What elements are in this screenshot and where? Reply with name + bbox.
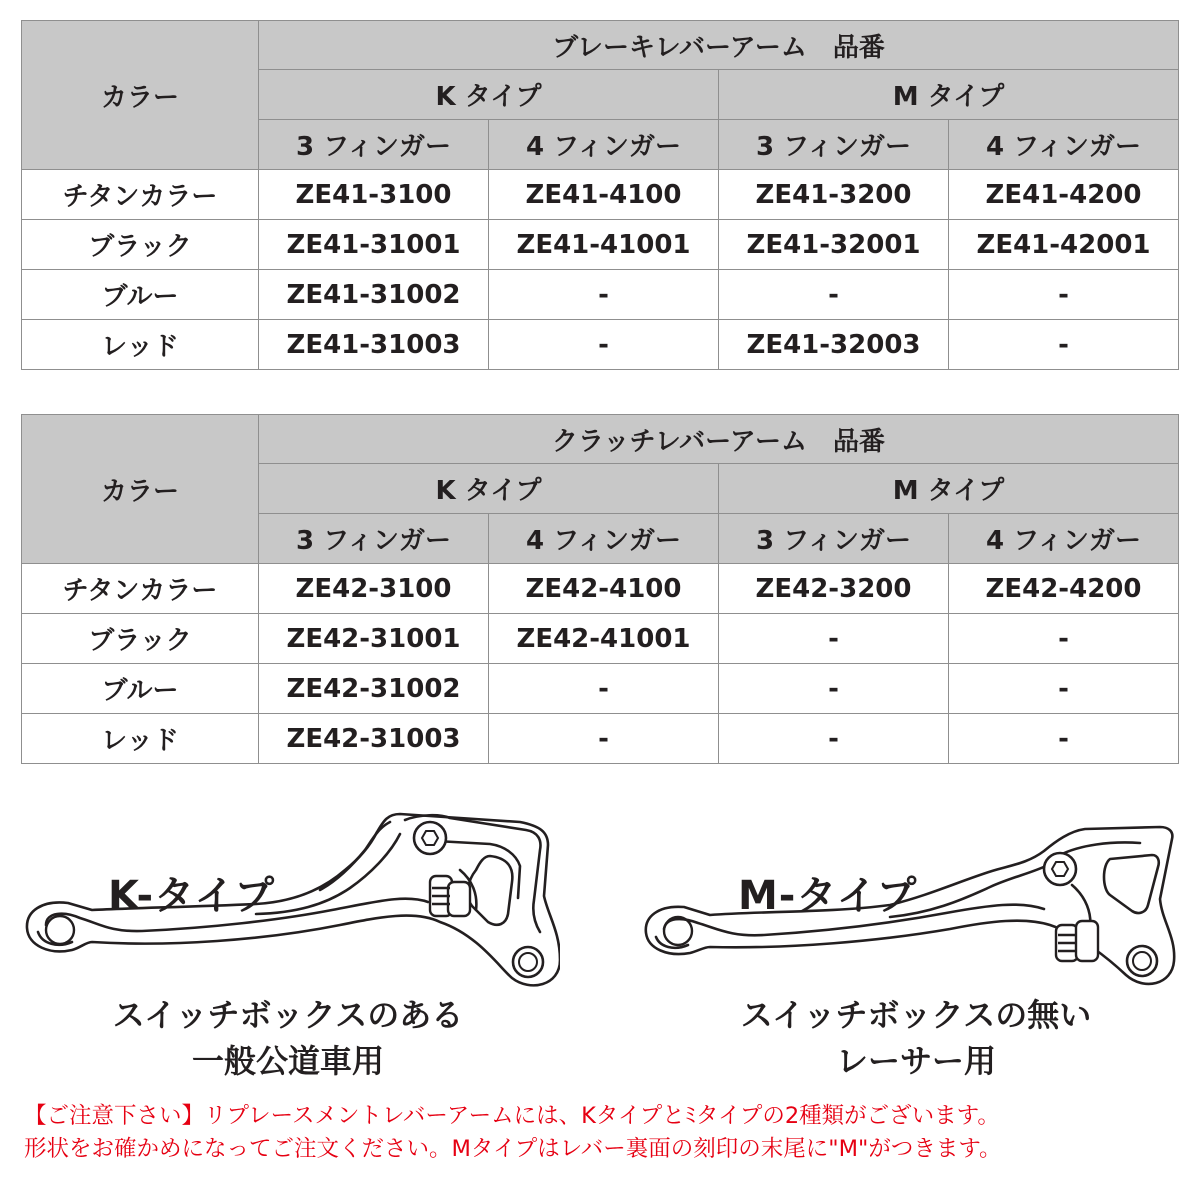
- part-number: ZE42-31003: [259, 714, 489, 764]
- k-type-header: K タイプ: [259, 70, 719, 120]
- part-number: -: [489, 664, 719, 714]
- part-number: ZE42-3100: [259, 564, 489, 614]
- color-name: ブルー: [22, 664, 259, 714]
- part-number: ZE42-4100: [489, 564, 719, 614]
- table-row: [22, 270, 1179, 320]
- part-number: -: [719, 664, 949, 714]
- k-type-header: K タイプ: [259, 464, 719, 514]
- part-number: -: [949, 614, 1179, 664]
- k-3finger-header: 3 フィンガー: [259, 120, 489, 170]
- part-number: ZE41-32001: [719, 220, 949, 270]
- k-type-desc-line1: スイッチボックスのある: [112, 996, 464, 1034]
- m-type-header: M タイプ: [719, 464, 1179, 514]
- table-title: ブレーキレバーアーム 品番: [259, 21, 1179, 70]
- color-header: カラー: [22, 415, 259, 564]
- color-name: ブラック: [22, 220, 259, 270]
- part-number: ZE41-31001: [259, 220, 489, 270]
- part-number: ZE41-31002: [259, 270, 489, 320]
- part-number: ZE41-32003: [719, 320, 949, 370]
- m-type-desc-line1: スイッチボックスの無い: [740, 996, 1092, 1034]
- color-header: カラー: [22, 21, 259, 170]
- part-number: ZE42-41001: [489, 614, 719, 664]
- table-row: [22, 564, 1179, 614]
- part-number: -: [489, 714, 719, 764]
- table-row: [22, 664, 1179, 714]
- m-3finger-header: 3 フィンガー: [719, 514, 949, 564]
- table-row: [22, 714, 1179, 764]
- k-4finger-header: 4 フィンガー: [489, 514, 719, 564]
- part-number: -: [949, 714, 1179, 764]
- caution-note-line2: 形状をお確かめになってご注文ください。Mタイプはレバー裏面の刻印の末尾に"M"がつきます。: [24, 1136, 1002, 1162]
- part-number: ZE42-31002: [259, 664, 489, 714]
- color-name: チタンカラー: [22, 170, 259, 220]
- m-type-desc-line2: レーサー用: [835, 1042, 996, 1080]
- color-name: チタンカラー: [22, 564, 259, 614]
- part-number: ZE41-4100: [489, 170, 719, 220]
- part-number: -: [949, 664, 1179, 714]
- part-number: ZE41-3200: [719, 170, 949, 220]
- k-type-description: [68, 992, 508, 1084]
- part-number: -: [949, 270, 1179, 320]
- k-4finger-header: 4 フィンガー: [489, 120, 719, 170]
- table-row: [22, 320, 1179, 370]
- m-4finger-header: 4 フィンガー: [949, 120, 1179, 170]
- part-number: -: [719, 614, 949, 664]
- m-type-description: [696, 992, 1136, 1084]
- part-number: ZE41-41001: [489, 220, 719, 270]
- part-number: -: [719, 714, 949, 764]
- color-name: レッド: [22, 320, 259, 370]
- m-type-label: M-タイプ: [738, 873, 918, 919]
- k-3finger-header: 3 フィンガー: [259, 514, 489, 564]
- color-name: レッド: [22, 714, 259, 764]
- table-row: [22, 614, 1179, 664]
- part-number: ZE41-4200: [949, 170, 1179, 220]
- caution-note: [24, 1100, 1184, 1166]
- table-row: [22, 220, 1179, 270]
- part-number: -: [719, 270, 949, 320]
- part-number: -: [489, 320, 719, 370]
- table-title: クラッチレバーアーム 品番: [259, 415, 1179, 464]
- caution-note-line1: 【ご注意下さい】リプレースメントレバーアームには、Kタイプとﾐタイプの2種類がございます。: [24, 1103, 1000, 1129]
- color-name: ブラック: [22, 614, 259, 664]
- part-number: -: [949, 320, 1179, 370]
- k-type-label: K-タイプ: [108, 873, 276, 919]
- part-number: ZE41-31003: [259, 320, 489, 370]
- m-3finger-header: 3 フィンガー: [719, 120, 949, 170]
- brake-lever-table: [21, 20, 1179, 370]
- clutch-lever-table: [21, 414, 1179, 764]
- part-number: ZE42-4200: [949, 564, 1179, 614]
- m-type-header: M タイプ: [719, 70, 1179, 120]
- k-type-lever-icon: [20, 810, 560, 1000]
- part-number: -: [489, 270, 719, 320]
- part-number: ZE41-42001: [949, 220, 1179, 270]
- table-row: [22, 170, 1179, 220]
- part-number: ZE41-3100: [259, 170, 489, 220]
- color-name: ブルー: [22, 270, 259, 320]
- k-type-desc-line2: 一般公道車用: [191, 1042, 384, 1080]
- part-number: ZE42-3200: [719, 564, 949, 614]
- part-number: ZE42-31001: [259, 614, 489, 664]
- m-4finger-header: 4 フィンガー: [949, 514, 1179, 564]
- lever-illustrations: [0, 800, 1200, 1100]
